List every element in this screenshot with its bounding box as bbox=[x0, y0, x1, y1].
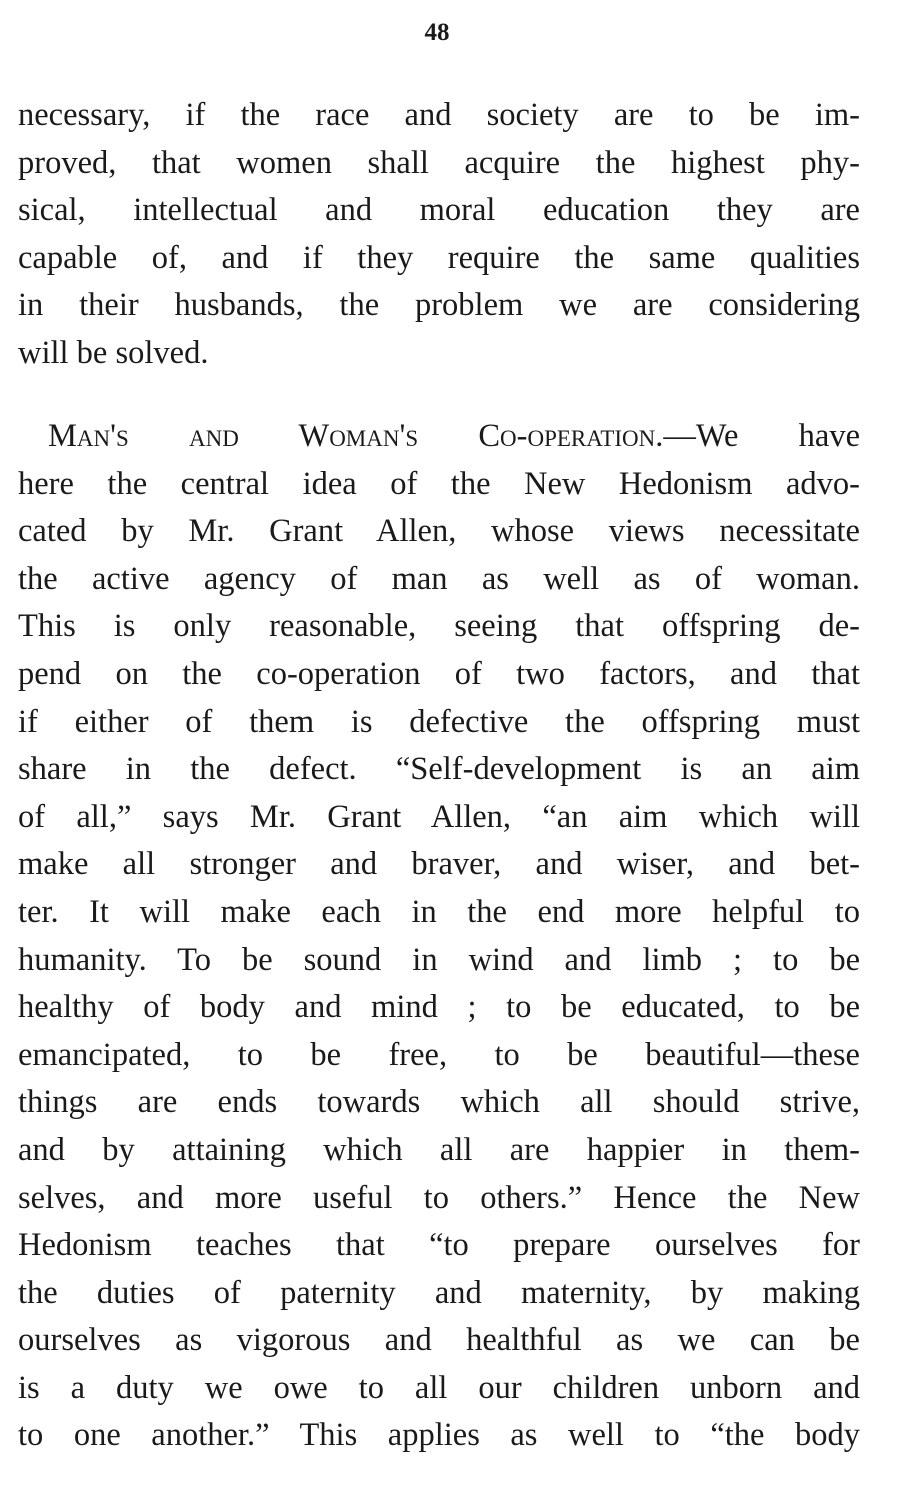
paragraph-2 bbox=[18, 413, 860, 1460]
heading-line-rest: —We have bbox=[663, 418, 860, 454]
text-line: in their husbands, the problem we are considering bbox=[18, 287, 860, 324]
text-line: if either of them is defective the offspring must bbox=[18, 703, 860, 740]
text-line: make all stronger and braver, and wiser, and bet- bbox=[18, 846, 860, 883]
text-line: things are ends towards which all should strive, bbox=[18, 1084, 860, 1121]
text-line: will be solved. bbox=[18, 334, 209, 371]
text-line: healthy of body and mind ; to be educated, to be bbox=[18, 989, 860, 1026]
text-line: This is only reasonable, seeing that offspring de- bbox=[18, 608, 860, 645]
text-line bbox=[18, 413, 860, 461]
text-line: emancipated, to be free, to be beautiful—these bbox=[18, 1036, 860, 1073]
text-line: the duties of paternity and maternity, by making bbox=[18, 1274, 860, 1311]
section-heading: Man's and Woman's Co-operation. bbox=[48, 418, 664, 454]
text-line: pend on the co-operation of two factors, and that bbox=[18, 655, 860, 692]
text-line: ter. It will make each in the end more helpful to bbox=[18, 893, 860, 930]
text-line: of all,” says Mr. Grant Allen, “an aim which will bbox=[18, 798, 860, 835]
text-line: sical, intellectual and moral education they are bbox=[18, 192, 860, 229]
text-line: Hedonism teaches that “to prepare ourselves for bbox=[18, 1227, 860, 1264]
text-line: cated by Mr. Grant Allen, whose views necessitate bbox=[18, 513, 860, 550]
text-line: necessary, if the race and society are to be im- bbox=[18, 97, 860, 133]
text-line: to one another.” This applies as well to “the body bbox=[18, 1417, 860, 1454]
page-number: 48 bbox=[424, 19, 450, 46]
text-line: ourselves as vigorous and healthful as we can be bbox=[18, 1322, 860, 1359]
text-line: capable of, and if they require the same qualities bbox=[18, 239, 860, 276]
paragraph-1 bbox=[18, 92, 860, 378]
text-line: the active agency of man as well as of woman. bbox=[18, 560, 860, 597]
text-line: is a duty we owe to all our children unborn and bbox=[18, 1369, 860, 1406]
text-line: and by attaining which all are happier in them- bbox=[18, 1131, 860, 1168]
text-line: here the central idea of the New Hedonism advo- bbox=[18, 465, 860, 502]
text-line: selves, and more useful to others.” Hence the New bbox=[18, 1179, 860, 1216]
text-line: humanity. To be sound in wind and limb ; to be bbox=[18, 941, 860, 978]
text-line: proved, that women shall acquire the highest phy- bbox=[18, 144, 860, 181]
text-line: share in the defect. “Self-development is an aim bbox=[18, 751, 860, 788]
